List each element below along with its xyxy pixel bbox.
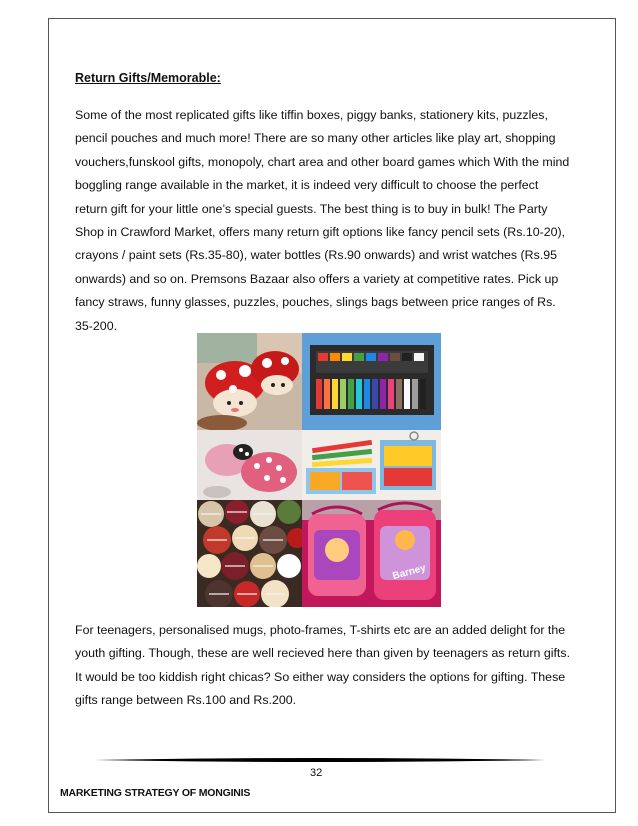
mushroom-tins-photo	[197, 333, 302, 430]
paint-set-photo	[302, 333, 441, 430]
sling-bags-photo	[302, 500, 441, 607]
section-heading: Return Gifts/Memorable:	[75, 71, 221, 85]
paragraph-return-gifts: Some of the most replicated gifts like tiffin boxes, piggy banks, stationery kits, puzzles, pencil pouches and much more! There are so many other articles like play art, shopping vouchers,funskool gifts, monopoly, chart area and other board games which With the mind boggling range available in the market, it is indeed very difficult to choose the perfect return gift for your little one’s special guests. The best thing is to buy in bulk! The Party Shop in Crawford Market, offers many return gift options like fancy pencil sets (Rs.10-20), crayons / paint sets (Rs.35-80), water bottles (Rs.90 onwards) and wrist watches (Rs.95 onwards) and so on. Premsons Bazaar also offers a variety at competitive rates. Pick up fancy straws, funny glasses, puzzles, pouches, slings bags between price ranges of Rs. 35-200.	[75, 108, 570, 333]
paragraph-teenager-gifts: For teenagers, personalised mugs, photo-frames, T-shirts etc are an added delight for the youth gifting. Though, these are well recieved here than given by teenagers as return gifts. It would be too kiddish right chicas? So either way considers the options for gifting. These gifts range between Rs.100 and Rs.200.	[75, 623, 571, 708]
piggy-banks-photo	[197, 430, 302, 500]
bag-label-text: Barney	[391, 562, 428, 583]
pencil-pouches-photo	[302, 430, 441, 500]
marbles-photo	[197, 500, 302, 607]
footer-document-title: MARKETING STRATEGY OF MONGINIS	[60, 787, 251, 799]
footer-rule	[95, 755, 545, 765]
page-number: 32	[310, 767, 323, 779]
gift-photo-collage	[197, 333, 441, 607]
